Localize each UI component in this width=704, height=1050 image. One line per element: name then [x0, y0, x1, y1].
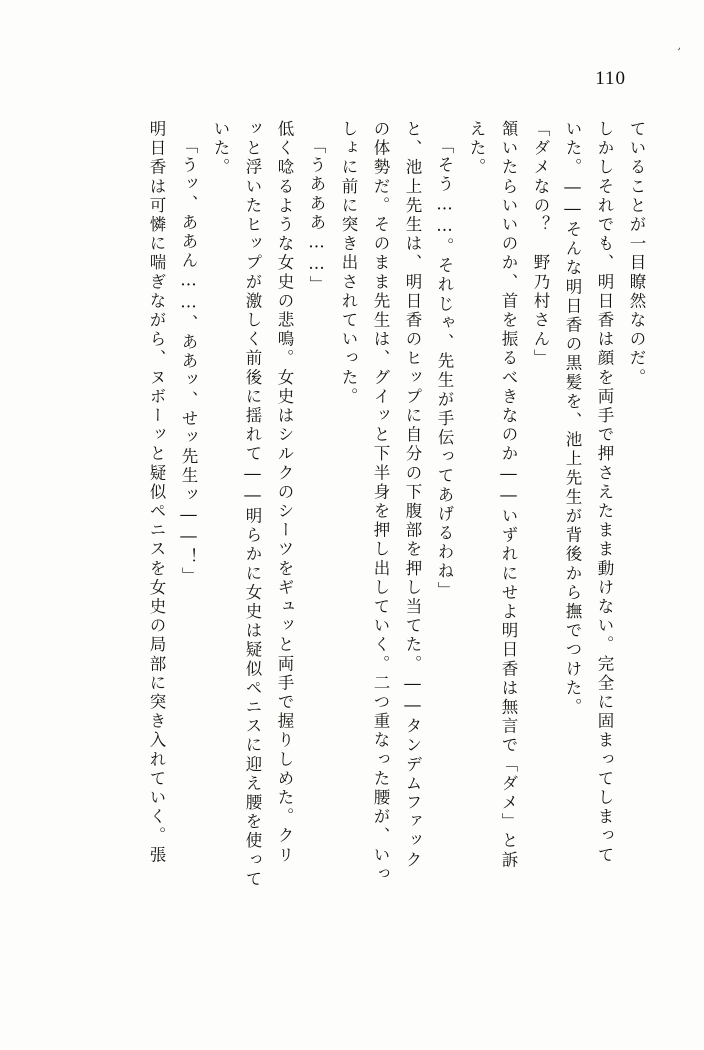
vertical-text-body — [60, 120, 644, 1025]
text-line: 頷いたらいいのか、首を振るべきなのか――いずれにせよ明日香は無言で「ダメ」と訴 — [499, 120, 518, 870]
text-line: ッと浮いたヒップが激しく前後に揺れて――明らかに女史は疑似ペニスに迎え腰を使って — [243, 120, 262, 889]
text-line: 「うッ、ああん……、ああッ、せッ先生ッ――！」 — [179, 137, 198, 587]
text-line: と、池上先生は、明日香のヒップに自分の下腹部を押し当てた。――タンデムファック — [403, 120, 422, 870]
text-line: 「ダメなの？ 野乃村さん」 — [531, 120, 550, 369]
text-line: 「うあああ……」 — [307, 137, 326, 295]
text-line: 「そう……。それじゃ、先生が手伝ってあげるわね」 — [435, 137, 454, 601]
text-line: いた。 — [211, 120, 230, 178]
page-number: 110 — [595, 68, 626, 89]
text-line: いた。――そんな明日香の黒髪を、池上先生が背後から撫でつけた。 — [563, 120, 582, 718]
text-line: 明日香は可憐に喘ぎながら、ヌボーッと疑似ペニスを女史の局部に突き入れていく。張 — [147, 120, 166, 865]
text-line: 低く唸るような女史の悲鳴。女史はシルクのシーツをギュッと両手で握りしめた。クリ — [275, 120, 294, 865]
scan-artifact-mark: ʼ — [674, 45, 682, 60]
text-line: の体勢だ。そのまま先生は、グイッと下半身を押し出していく。二つ重なった腰が、いっ — [371, 120, 390, 884]
text-line: しかしそれでも、明日香は顔を両手で押さえたまま動けない。完全に固まってしまって — [595, 120, 614, 865]
text-line: しょに前に突き出されていった。 — [339, 120, 358, 407]
text-line: ていることが一目瞭然なのだ。 — [627, 120, 646, 388]
text-line: えた。 — [467, 120, 486, 178]
